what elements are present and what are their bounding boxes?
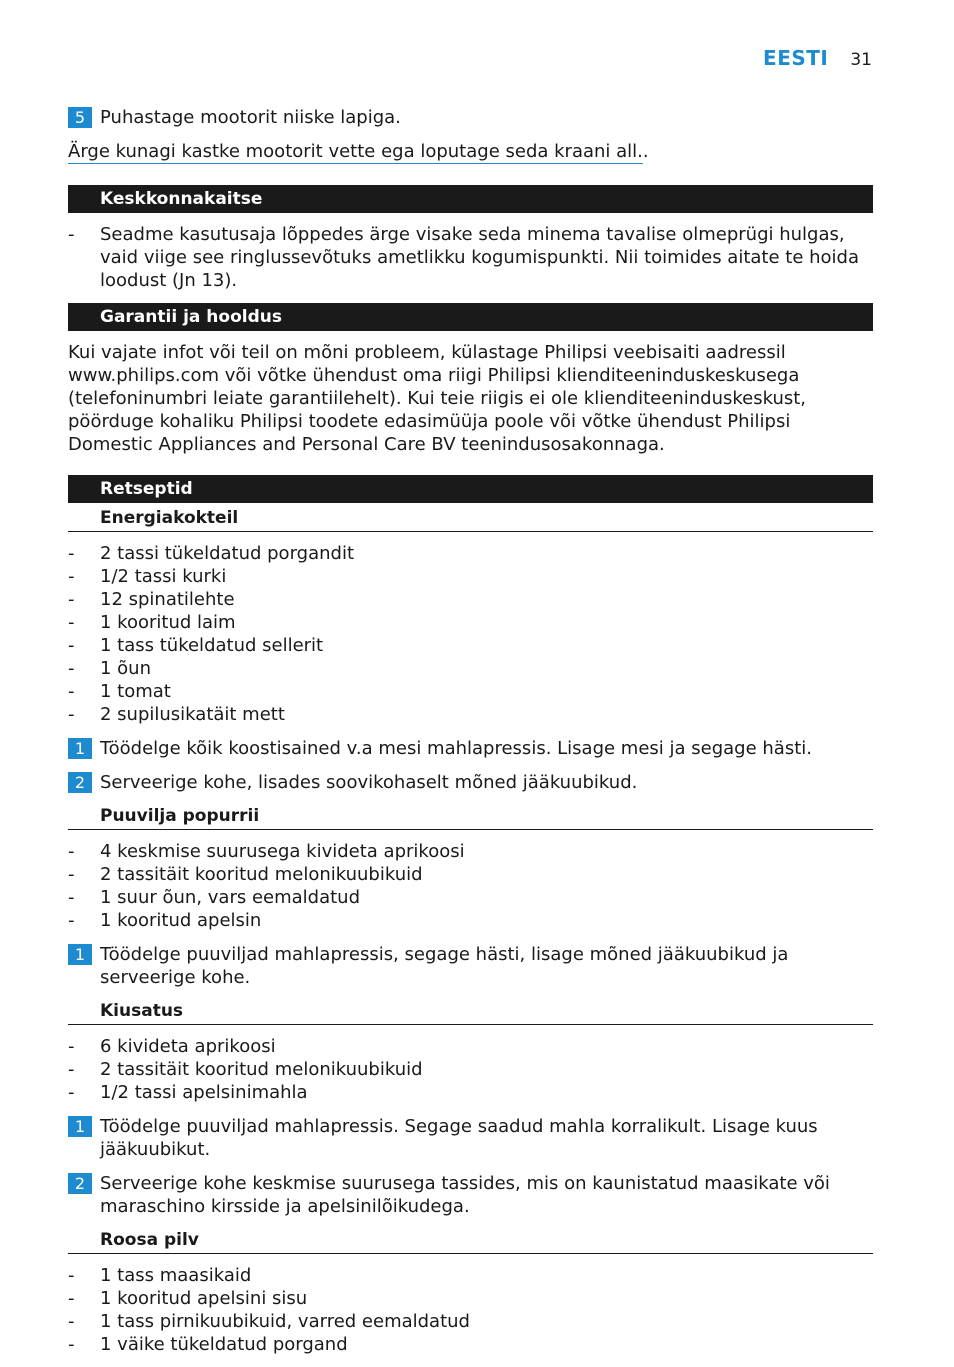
page-content bbox=[68, 106, 873, 1367]
step-text: Serveerige kohe keskmise suurusega tassides, mis on kaunistatud maasikate või maraschino kirsside ja apelsinilõikudega. bbox=[100, 1173, 830, 1217]
pink-ingredients bbox=[68, 1264, 873, 1356]
fruit-ingredients bbox=[68, 840, 873, 932]
step-number-badge: 1 bbox=[68, 944, 92, 965]
list-item: - 12 spinatilehte bbox=[68, 589, 235, 610]
energy-step-1 bbox=[68, 737, 873, 760]
list-item: - 2 tassitäit kooritud melonikuubikuid bbox=[68, 1059, 423, 1080]
recipe-energy-title: Energiakokteil bbox=[68, 507, 873, 532]
list-item: - 1 väike tükeldatud porgand bbox=[68, 1334, 348, 1355]
warning-period: . bbox=[642, 141, 649, 162]
step-5 bbox=[68, 106, 873, 129]
list-item: - 1 kooritud apelsin bbox=[68, 910, 262, 931]
list-item: - 1/2 tassi apelsinimahla bbox=[68, 1082, 308, 1103]
list-item: - Seadme kasutusaja lõppedes ärge visake seda minema tavalise olmeprügi hulgas, vaid viige see ringlussevõtuks ametlikku kogumispunkti. Nii toimides aitate te hoida loodust (Jn 13). bbox=[68, 224, 860, 291]
step-number-badge: 1 bbox=[68, 738, 92, 759]
list-item: - 2 supilusikatäit mett bbox=[68, 704, 285, 725]
list-item: - 1/2 tassi kurki bbox=[68, 566, 227, 587]
list-item: - 1 tass tükeldatud sellerit bbox=[68, 635, 324, 656]
section-environment-title: Keskkonnakaitse bbox=[68, 185, 873, 213]
list-item: - 1 õun bbox=[68, 658, 152, 679]
list-item: - 4 keskmise suurusega kivideta aprikoosi bbox=[68, 841, 465, 862]
environment-list bbox=[68, 223, 873, 292]
step-text: Töödelge kõik koostisained v.a mesi mahlapressis. Lisage mesi ja segage hästi. bbox=[100, 738, 812, 759]
list-item: - 2 tassi tükeldatud porgandit bbox=[68, 543, 355, 564]
warning-text: Ärge kunagi kastke mootorit vette ega loputage seda kraani all. bbox=[68, 141, 643, 162]
energy-ingredients bbox=[68, 542, 873, 726]
recipe-fruit-title: Puuvilja popurrii bbox=[68, 805, 873, 830]
language-label: EESTI bbox=[763, 46, 829, 70]
step-text: Töödelge puuviljad mahlapressis. Segage saadud mahla korralikult. Lisage kuus jääkuubikut. bbox=[100, 1116, 818, 1160]
step-number-badge: 5 bbox=[68, 107, 92, 128]
step-number-badge: 2 bbox=[68, 772, 92, 793]
guarantee-paragraph: Kui vajate infot või teil on mõni probleem, külastage Philipsi veebisaiti aadressil www.philips.com või võtke ühendust oma riigi Philipsi klienditeeninduskeskusega (telefoninumbri leiate garantiilehelt). Kui teie riigis ei ole klienditeeninduskeskust, pöörduge kohaliku Philipsi toodete edasimüüja poole või võtke ühendust Philipsi Domestic Appliances and Personal Care BV teenindusosakonnaga. bbox=[68, 342, 807, 455]
page-number: 31 bbox=[850, 50, 872, 70]
section-recipes-title: Retseptid bbox=[68, 475, 873, 503]
tease-step-1 bbox=[68, 1115, 873, 1161]
list-item: - 1 tass maasikaid bbox=[68, 1265, 252, 1286]
list-item: - 1 kooritud apelsini sisu bbox=[68, 1288, 308, 1309]
step-text: Serveerige kohe, lisades soovikohaselt mõned jääkuubikud. bbox=[100, 772, 638, 793]
step-text: Puhastage mootorit niiske lapiga. bbox=[100, 107, 401, 128]
list-item: - 1 tass pirnikuubikuid, varred eemaldatud bbox=[68, 1311, 470, 1332]
list-item: - 2 tassitäit kooritud melonikuubikuid bbox=[68, 864, 423, 885]
section-guarantee-title: Garantii ja hooldus bbox=[68, 303, 873, 331]
warning-note bbox=[68, 140, 873, 163]
page-header bbox=[763, 47, 872, 72]
step-number-badge: 1 bbox=[68, 1116, 92, 1137]
list-item: - 1 tomat bbox=[68, 681, 171, 702]
list-item: - 1 kooritud laim bbox=[68, 612, 236, 633]
step-number-badge: 2 bbox=[68, 1173, 92, 1194]
list-item: - 1 suur õun, vars eemaldatud bbox=[68, 887, 361, 908]
energy-step-2 bbox=[68, 771, 873, 794]
tease-step-2 bbox=[68, 1172, 873, 1218]
list-item: - 6 kivideta aprikoosi bbox=[68, 1036, 276, 1057]
step-text: Töödelge puuviljad mahlapressis, segage hästi, lisage mõned jääkuubikud ja serveerige kohe. bbox=[100, 944, 789, 988]
recipe-pink-title: Roosa pilv bbox=[68, 1229, 873, 1254]
recipe-tease-title: Kiusatus bbox=[68, 1000, 873, 1025]
tease-ingredients bbox=[68, 1035, 873, 1104]
fruit-step-1 bbox=[68, 943, 873, 989]
